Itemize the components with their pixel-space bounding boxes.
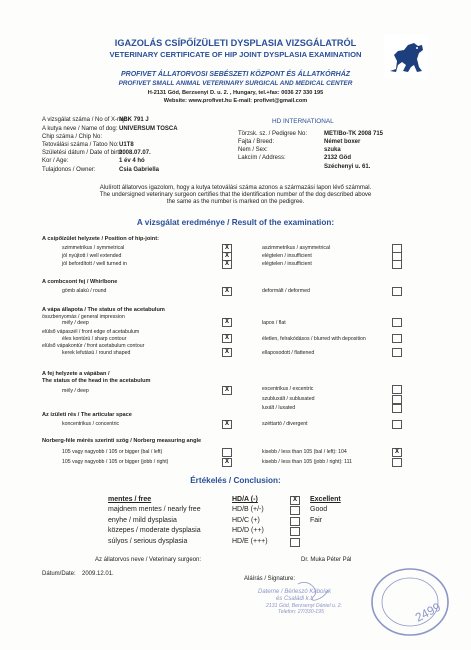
conclusion-grade: Excellent: [310, 496, 341, 503]
checkbox-right[interactable]: [392, 260, 402, 269]
conclusion-code: HD/C (+): [232, 517, 260, 524]
dog-info-value: 2008.07.07.: [119, 150, 151, 156]
section-hip-position-title: A csípőízület helyzete / Position of hip-joint:: [42, 236, 159, 242]
dog-info-value: Csia Gabriella: [119, 167, 160, 173]
section-norberg-title: Norberg-féle mérés szerinti szög / Norberg measuring angle: [42, 438, 202, 444]
section-head-position-title-en: The status of the head in the acetabulum: [42, 378, 151, 384]
checkbox-right[interactable]: [392, 385, 402, 394]
hd-international-label: HD INTERNATIONAL: [272, 118, 334, 125]
dog-info-label: Fajta / Breed:: [238, 139, 275, 145]
checkbox-left[interactable]: X: [222, 386, 232, 395]
dog-info-value: Széchenyi u. 61.: [324, 164, 371, 170]
option-label: 105 vagy nagyobb / 105 or bigger (jobb / right): [62, 459, 169, 465]
conclusion-label: mentes / free: [108, 496, 152, 503]
checkbox-right[interactable]: [392, 287, 402, 296]
option-label: deformált / deformed: [262, 288, 310, 294]
option-label: szimmetrikus / symmetrical: [62, 245, 125, 251]
conclusion-grade: Fair: [310, 517, 323, 524]
conclusion-code: HD/E (+++): [232, 538, 268, 545]
dog-info-label: Tetoválási száma / Tatoo No:: [42, 142, 119, 148]
option-label: kisebb / less than 105 (jobb / right): 111: [262, 459, 353, 465]
dog-info-value: MET/Bo-TK 2008 715: [324, 131, 384, 137]
conclusion-checkbox[interactable]: X: [290, 496, 300, 505]
dog-info-label: Kor / Age:: [42, 158, 69, 164]
option-label: kerek lefutású / round shaped: [62, 350, 131, 356]
checkbox-right[interactable]: [392, 348, 402, 357]
checkbox-left[interactable]: X: [222, 348, 232, 357]
conclusion-label: majdnem mentes / nearly free: [108, 506, 201, 513]
option-label: életlen, felrakódásos / blurred with deposition: [262, 336, 366, 342]
checkbox-left[interactable]: X: [222, 318, 232, 327]
conclusion-checkbox[interactable]: [290, 517, 300, 526]
dog-info-label: Születési dátum / Date of birth:: [42, 150, 125, 156]
checkbox-left[interactable]: X: [222, 287, 232, 296]
option-label: mély / deep: [62, 320, 89, 326]
dog-info-label: A kutya neve / Name of dog:: [42, 126, 118, 132]
option-label: éles kontúrú / sharp contour: [62, 336, 127, 342]
option-label: ellaposodott / flattened: [262, 350, 315, 356]
section-articular-space-title: Az ízületi rés / The articular space: [42, 412, 132, 418]
conclusion-code: HD/B (+/-): [232, 506, 264, 513]
signature-label: Aláírás / Signature:: [244, 576, 296, 582]
checkbox-left[interactable]: [222, 448, 232, 457]
checkbox-left[interactable]: X: [222, 420, 232, 429]
checkbox-left[interactable]: X: [222, 260, 232, 269]
center-name-hu: PROFIVET ÁLLATORVOSI SEBÉSZETI KÖZPONT ÉS ÁLLATKÓRHÁZ: [120, 71, 351, 78]
dog-info-label: Törzsk. sz. / Pedigree No:: [238, 131, 308, 137]
dog-info-value: szuka: [324, 147, 341, 153]
attestation-text: Alulírott állatorvos igazolom, hogy a kutya tetoválási száma azonos a származási lapon lévő számmal. The undersigned veterinary surgeon certifies that the identification number of the dog described above the same as the number is marked on the pedigree.: [99, 185, 372, 205]
option-label: lapos / flat: [262, 320, 286, 326]
dog-info-value: UNIVERSUM TOSCA: [119, 126, 178, 132]
checkbox-right[interactable]: [392, 318, 402, 327]
option-label: luxált / luxated: [262, 405, 296, 411]
option-label: szubluxált / subluxated: [262, 396, 315, 402]
checkbox-left[interactable]: X: [222, 244, 232, 253]
center-website: Website: www.profivet.hu E-mail: profivet@gmail.com: [163, 98, 308, 104]
conclusion-label: enyhe / mild dysplasia: [108, 517, 177, 524]
option-label: jól befordított / well turned in: [62, 261, 127, 267]
dog-info-label: Nem / Sex:: [238, 147, 268, 153]
section-head-position-title: A fej helyzete a vápában /: [42, 371, 110, 377]
checkbox-right[interactable]: [392, 334, 402, 343]
title-en: VETERINARY CERTIFICATE OF HIP JOINT DYSPLASIA EXAMINATION: [109, 50, 362, 59]
title-hu: IGAZOLÁS CSÍPŐÍZÜLETI DYSPLASIA VIZSGÁLATRÓL: [114, 38, 357, 48]
conclusion-checkbox[interactable]: [290, 538, 300, 547]
dog-info-value: U1T8: [119, 142, 134, 148]
surgeon-name: Dr. Muka Péter Pál: [301, 557, 352, 563]
checkbox-left[interactable]: X: [222, 458, 232, 467]
option-label: elégtelen / insufficient: [262, 253, 312, 259]
option-label: jól nyújtott / well extended: [62, 253, 122, 259]
conclusion-code: HD/A (-): [232, 496, 258, 503]
option-group-label: elülső vápakontúr / front acetabulum contour: [42, 343, 145, 349]
dog-info-value: 2132 Göd: [324, 155, 352, 161]
option-label: aszimmetrikus / asymmetrical: [262, 245, 331, 251]
option-label: 105 vagy nagyobb / 105 or bigger (bal / left): [62, 449, 163, 455]
option-label: koncentrikus / concentric: [62, 421, 120, 427]
option-group-label: elülső vápaszél / front edge of acetabulum: [42, 329, 140, 335]
rectangular-stamp: Daterne / Bérleszó Kábolak és Családi k.t. 2131 Göd, Berzsenyi Dániel u. 2. Telefon: 27/330-195: [258, 589, 343, 615]
conclusion-code: HD/D (++): [232, 527, 264, 534]
conclusion-checkbox[interactable]: [290, 506, 300, 515]
conclusion-title: Értékelés / Conclusion:: [190, 476, 281, 485]
checkbox-right[interactable]: [392, 404, 402, 413]
center-name-en: PROFIVET SMALL ANIMAL VETERINARY SURGICAL AND MEDICAL CENTER: [118, 80, 353, 87]
dog-info-label: Tulajdonos / Owner:: [42, 167, 96, 173]
dog-info-value: NBK 791 J: [119, 117, 149, 123]
surgeon-label: Az állatorvos neve / Veterinary surgeon:: [95, 557, 202, 563]
date-value: 2009.12.01.: [82, 571, 114, 577]
checkbox-left[interactable]: X: [222, 252, 232, 261]
conclusion-grade: Good: [310, 506, 328, 513]
conclusion-checkbox[interactable]: [290, 527, 300, 536]
date-label: Dátum/Date:: [42, 571, 76, 577]
conclusion-label: súlyos / serious dysplasia: [108, 538, 188, 545]
section-whirlbone-title: A combcsont fej / Whirlbone: [42, 279, 118, 285]
checkbox-right[interactable]: [392, 395, 402, 404]
option-label: excentrikus / excentric: [262, 386, 314, 392]
option-label: kisebb / less than 105 (bal / left): 104: [262, 449, 347, 455]
conclusion-label: közepes / moderate dysplasia: [108, 527, 201, 534]
checkbox-right[interactable]: [392, 420, 402, 429]
option-group-label: összbenyomás / general impression: [42, 314, 125, 320]
checkbox-left[interactable]: X: [222, 334, 232, 343]
dog-info-label: A vizsgálat száma / No of X-ray:: [42, 117, 128, 123]
section-acetabulum-title: A vápa állapota / The status of the acetabulum: [42, 307, 165, 313]
dog-info-value: Német boxer: [324, 139, 361, 145]
checkbox-right[interactable]: [392, 458, 402, 467]
dog-info-label: Chip száma / Chip No:: [42, 134, 103, 140]
checkbox-right[interactable]: X: [392, 448, 402, 457]
dog-info-label: Lakcím / Address:: [238, 155, 286, 161]
round-stamp-number: 2499: [412, 599, 443, 625]
round-stamp-icon: [368, 564, 452, 640]
option-label: elégtelen / insufficient: [262, 261, 312, 267]
option-label: mély / deep: [62, 388, 89, 394]
option-label: gömb alakú / round: [62, 288, 107, 294]
dog-info-value: 1 év 4 hó: [119, 158, 145, 164]
center-address: H-2131 Göd, Berzsenyi D. u. 2. , Hungary, tel.+fax: 0036 27 330 195: [147, 90, 324, 96]
result-title: A vizsgálat eredménye / Result of the examination:: [136, 218, 335, 227]
option-label: széttartó / divergent: [262, 421, 308, 427]
